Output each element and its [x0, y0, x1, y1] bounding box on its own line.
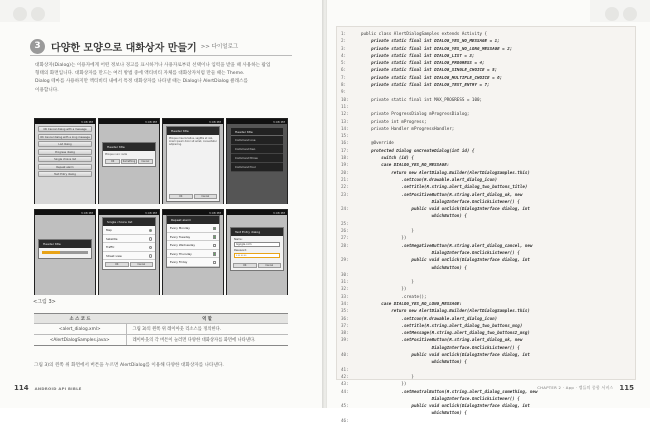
- code-text: whichButton) {: [361, 410, 467, 416]
- code-text: .setMessage(R.string.alert_dialog_two_buttons2_msg): [361, 330, 530, 336]
- code-text: return new AlertDialog.Builder(AlertDialogSamples.this): [361, 308, 530, 314]
- code-line: [341, 176, 537, 183]
- line-number: 11:: [341, 103, 349, 109]
- code-line: [341, 242, 537, 249]
- dialog-title: Header title: [39, 240, 91, 248]
- intro-line: Dialog 테마를 사용하지만 액티비티 내에서 특정 대화상자를 나타낼 때는 Dialog나 AlertDialog 클래스를: [35, 79, 248, 85]
- line-number: 41:: [341, 366, 349, 372]
- password-label: Password:: [234, 249, 247, 252]
- code-text: private static final int DIALOG_YES_NO_MESSAGE = 1;: [361, 38, 500, 44]
- table-header: 소 스 코 드: [34, 314, 126, 324]
- code-line: [341, 212, 537, 219]
- line-number: 26:: [341, 228, 349, 234]
- left-footer: [14, 384, 82, 392]
- status-time: 3:08 PM: [272, 210, 285, 215]
- list-item: Every Friday: [170, 260, 188, 264]
- code-text: private Handler mProgressHandler;: [361, 125, 455, 131]
- phone-screenshot-multi-choice: [162, 209, 224, 295]
- code-line: [341, 52, 537, 59]
- dialog-button: Cancel: [258, 263, 282, 268]
- dialog-button: OK: [105, 159, 120, 164]
- code-text: whichButton) {: [361, 264, 467, 270]
- line-number: 24:: [341, 206, 349, 212]
- table-cell: 그림 3)의 왼쪽 위 레이아웃 리소스를 정의한다.: [126, 324, 288, 335]
- checkbox-icon: [213, 252, 217, 256]
- status-time: 3:08 PM: [80, 210, 93, 215]
- code-line: [341, 366, 537, 373]
- line-number: 7:: [341, 74, 347, 80]
- list-item: Every Monday: [170, 226, 190, 230]
- line-number: 19:: [341, 162, 349, 168]
- status-time: 3:08 PM: [272, 119, 285, 124]
- code-line: [341, 183, 537, 190]
- code-text: }): [361, 235, 407, 241]
- code-line: [341, 169, 537, 176]
- intro-line: 대화상자(Dialog)는 이용자에게 어떤 정보나 경고를 표시하거나 사용자로부터 선택이나 입력을 받을 때 사용하는 팝업: [35, 63, 271, 68]
- table-cell: 레이아웃의 각 버튼이 눌러면 다양한 대화상자를 화면에 나타낸다.: [126, 335, 288, 346]
- list-item: Command two: [231, 145, 283, 154]
- line-number: 33:: [341, 293, 349, 299]
- code-line: [341, 293, 537, 300]
- code-line: [341, 271, 537, 278]
- code-line: [341, 409, 537, 416]
- section-divider: [30, 55, 292, 56]
- code-line: [341, 344, 537, 351]
- status-time: 3:08 PM: [144, 210, 157, 215]
- line-number: 37:: [341, 322, 349, 328]
- dialog-title: Header title: [103, 143, 155, 151]
- code-line: [341, 417, 537, 424]
- dialog-button: Something: [122, 160, 136, 164]
- code-text: .setPositiveButton(R.string.alert_dialog_ok, new: [361, 337, 523, 343]
- code-line: [341, 315, 537, 322]
- code-text: DialogInterface.OnClickListener() {: [361, 395, 520, 401]
- line-number: 15:: [341, 133, 349, 139]
- dialog-button: OK: [233, 263, 257, 268]
- code-line: [341, 300, 537, 307]
- right-page: [327, 0, 650, 423]
- radio-icon: [149, 237, 153, 241]
- code-line: [341, 205, 537, 212]
- intro-paragraph: [35, 62, 295, 95]
- code-text: DialogInterface.OnClickListener() {: [361, 198, 520, 204]
- code-line: [341, 66, 537, 73]
- line-number: 35:: [341, 308, 349, 314]
- code-text: }: [361, 373, 414, 379]
- code-line: [341, 139, 537, 146]
- code-line: [341, 59, 537, 66]
- phone-screenshot-ok-cancel: [98, 118, 160, 204]
- list-item: Map: [106, 228, 112, 232]
- list-item: List dialog: [38, 141, 92, 147]
- code-text: whichButton) {: [361, 213, 467, 219]
- code-line: [341, 30, 537, 37]
- line-number: 36:: [341, 315, 349, 321]
- line-number: 18:: [341, 155, 349, 161]
- password-field: •••••••: [234, 253, 280, 258]
- code-line: [341, 45, 537, 52]
- code-text: .setNegativeButton(R.string.alert_dialog_cancel, new: [361, 242, 533, 248]
- code-line: [341, 256, 537, 263]
- list-item: Command three: [231, 154, 283, 163]
- phone-screenshot-long-message: [162, 118, 224, 204]
- table-cell: <AlertDialogSamples.java>: [34, 335, 126, 346]
- android-corner-icon: [0, 0, 60, 22]
- list-item: Traffic: [106, 245, 115, 249]
- list-item: Progress dialog: [38, 149, 92, 155]
- line-number: 4:: [341, 52, 347, 58]
- line-number: 21:: [341, 176, 349, 182]
- code-line: [341, 358, 537, 365]
- code-line: [341, 118, 537, 125]
- code-text: }: [361, 279, 414, 285]
- figure-screenshots: [34, 118, 288, 296]
- code-line: [341, 96, 537, 103]
- code-line: [341, 191, 537, 198]
- code-line: [341, 402, 537, 409]
- alert-dialog: [102, 142, 156, 167]
- code-text: protected Dialog onCreateDialog(int id) {: [361, 147, 475, 153]
- code-line: [341, 395, 537, 402]
- line-number: 16:: [341, 140, 349, 146]
- line-number: 42:: [341, 373, 349, 379]
- phone-screenshot-text-entry: [226, 209, 288, 295]
- source-table: [34, 313, 288, 346]
- code-text: public void onClick(DialogInterface dialog, int: [361, 257, 530, 263]
- progress-dialog: [38, 239, 92, 259]
- line-number: 46:: [341, 417, 349, 423]
- code-line: [341, 161, 537, 168]
- intro-line: 이용합니다.: [35, 87, 59, 93]
- line-number: 31:: [341, 279, 349, 285]
- code-line: [341, 278, 537, 285]
- right-footer: [537, 384, 634, 392]
- line-number: 45:: [341, 403, 349, 409]
- line-number: 9:: [341, 89, 347, 95]
- code-line: [341, 264, 537, 271]
- table-header: 역 할: [126, 314, 288, 324]
- code-text: .setIcon(R.drawable.alert_dialog_icon): [361, 315, 498, 321]
- code-line: [341, 336, 537, 343]
- code-text: .setNeutralButton(R.string.alert_dialog_something, new: [361, 388, 538, 394]
- line-number: 32:: [341, 286, 349, 292]
- multi-choice-dialog: [166, 215, 220, 268]
- line-number: 20:: [341, 169, 349, 175]
- dialog-button: OK: [169, 194, 193, 199]
- single-choice-dialog: [102, 217, 156, 270]
- code-line: [341, 234, 537, 241]
- line-number: 1:: [341, 31, 347, 36]
- code-text: }: [361, 228, 414, 234]
- code-line: [341, 322, 537, 329]
- list-item: Satellite: [106, 236, 118, 241]
- code-line: [341, 380, 537, 387]
- code-text: case DIALOG_YES_NO_MESSAGE:: [361, 162, 450, 168]
- line-number: 10:: [341, 96, 349, 102]
- code-text: case DIALOG_YES_NO_LONG_MESSAGE:: [361, 300, 462, 306]
- figure-caption: <그림 3>: [33, 299, 56, 305]
- dialog-body: Plloque nunc nulla: [105, 153, 127, 156]
- dialog-title: Repeat alarm: [167, 216, 219, 224]
- line-number: 17:: [341, 147, 349, 153]
- text-entry-dialog: [230, 227, 284, 271]
- left-page: [0, 0, 323, 408]
- code-text: private static final int DIALOG_SINGLE_CHOICE = 5;: [361, 67, 498, 73]
- list-item: OK Cancel dialog with a long message: [38, 134, 92, 140]
- line-number: 29:: [341, 257, 349, 263]
- line-number: 34:: [341, 300, 349, 306]
- line-number: 22:: [341, 184, 349, 190]
- status-time: 3:08 PM: [208, 119, 221, 124]
- line-number: 38:: [341, 330, 349, 336]
- code-text: whichButton) {: [361, 359, 467, 365]
- list-item: Single choice list: [38, 156, 92, 162]
- dialog-button-list: [35, 124, 95, 181]
- code-text: public void onClick(DialogInterface dialog, int: [361, 403, 530, 409]
- code-text: }): [361, 286, 407, 292]
- code-text: public void onClick(DialogInterface dialog, int: [361, 352, 530, 358]
- radio-icon: [149, 229, 153, 233]
- dialog-button: Cancel: [138, 159, 153, 164]
- section-number: 3: [30, 39, 45, 54]
- line-number: 25:: [341, 220, 349, 226]
- list-dialog: [230, 127, 284, 173]
- name-label: Name:: [234, 238, 243, 241]
- code-line: [341, 388, 537, 395]
- code-text: .setIcon(R.drawable.alert_dialog_icon): [361, 176, 498, 182]
- dialog-title: Single choice list: [103, 218, 155, 226]
- code-line: [341, 125, 537, 132]
- code-text: switch (id) {: [361, 155, 414, 161]
- dialog-body: Plloque mauris tellus, sagittis et nisl, lorem ipsum dolor sit amet, consectetur adipiscing.: [169, 137, 217, 147]
- code-text: }): [361, 381, 407, 387]
- table-cell: <alert_dialog.xml>: [34, 324, 126, 335]
- code-line: [341, 198, 537, 205]
- list-item: Every Thursday: [170, 251, 192, 256]
- code-text: return new AlertDialog.Builder(AlertDialogSamples.this): [361, 169, 530, 175]
- code-line: [341, 88, 537, 95]
- code-text: public class AlertDialogSamples extends Activity {: [361, 31, 488, 36]
- code-text: private static final int DIALOG_YES_NO_LONG_MESSAGE = 2;: [361, 45, 513, 51]
- code-line: [341, 147, 537, 154]
- dialog-title: Text Entry dialog: [231, 228, 283, 236]
- alert-dialog: [166, 126, 220, 202]
- code-text: private ProgressDialog mProgressDialog;: [361, 111, 470, 117]
- name-field: Ggogle.com: [234, 242, 280, 247]
- list-item: Text Entry dialog: [38, 171, 92, 177]
- line-number: 40:: [341, 352, 349, 358]
- list-item: Command one: [231, 136, 283, 145]
- dialog-button: Cancel: [194, 194, 218, 199]
- code-line: [341, 154, 537, 161]
- line-number: 6:: [341, 67, 347, 73]
- page-number: 114: [14, 384, 29, 392]
- line-number: 28:: [341, 242, 349, 248]
- footer-text: CHAPTER 2 · App · 앱들의 종합 서비스: [537, 385, 614, 390]
- list-item: Repeat alarm: [38, 164, 92, 170]
- dialog-title: Header title: [231, 128, 283, 136]
- table-row: [34, 324, 288, 335]
- code-text: private static final int DIALOG_MULTIPLE_CHOICE = 6;: [361, 74, 503, 80]
- phone-screenshot-list: [226, 118, 288, 204]
- figure-note: 그림 3)의 왼쪽 위 화면에서 버튼을 누르면 AlertDialog를 이용해 다양한 대화상자를 나타낸다.: [34, 363, 224, 368]
- line-number: 14:: [341, 125, 349, 131]
- dialog-button: Cancel: [130, 262, 154, 267]
- checkbox-icon: [213, 227, 217, 231]
- page-number: 115: [619, 384, 634, 392]
- status-time: 3:08 PM: [80, 119, 93, 124]
- section-subtitle: >> 다이얼로그: [200, 44, 239, 50]
- code-lines: [341, 30, 537, 424]
- phone-screenshot-progress: [34, 209, 96, 295]
- code-text: .setTitle(R.string.alert_dialog_two_buttons_title): [361, 184, 528, 190]
- dialog-button: OK: [105, 262, 129, 267]
- checkbox-icon: [213, 235, 217, 239]
- section-title: 다양한 모양으로 대화상자 만들기: [51, 42, 197, 54]
- code-text: private int mProgress;: [361, 118, 427, 124]
- code-text: .create();: [361, 293, 427, 299]
- list-item: Command four: [231, 163, 283, 172]
- phone-screenshot-buttons: [34, 118, 96, 204]
- line-number: 5:: [341, 60, 347, 66]
- code-text: DialogInterface.OnClickListener() {: [361, 344, 520, 350]
- code-line: [341, 103, 537, 110]
- line-number: 13:: [341, 118, 349, 124]
- phone-screenshot-single-choice: [98, 209, 160, 295]
- android-corner-icon: [590, 0, 650, 22]
- line-number: 43:: [341, 381, 349, 387]
- code-text: .setTitle(R.string.alert_dialog_two_buttons_msg): [361, 322, 523, 328]
- line-number: 39:: [341, 337, 349, 343]
- list-item: OK Cancel dialog with a message: [38, 126, 92, 132]
- intro-line: 형태의 화면입니다. 대화상자를 만드는 여러 방법 중에 액티비티 자체를 대화상자처럼 만들 때는 Theme.: [35, 71, 245, 77]
- code-text: private static final int MAX_PROGRESS = 100;: [361, 96, 483, 102]
- line-number: 44:: [341, 388, 349, 394]
- radio-icon: [149, 246, 153, 250]
- code-text: public void onClick(DialogInterface dialog, int: [361, 206, 530, 212]
- code-text: @Override: [361, 140, 394, 146]
- line-number: 2:: [341, 38, 347, 44]
- list-item: Every Tuesday: [170, 234, 191, 239]
- list-item: Street view: [106, 253, 122, 258]
- code-line: [341, 249, 537, 256]
- status-time: 3:08 PM: [208, 210, 221, 215]
- line-number: 12:: [341, 111, 349, 117]
- code-line: [341, 74, 537, 81]
- checkbox-icon: [213, 261, 217, 265]
- dialog-title: Header title: [167, 127, 219, 135]
- code-line: [341, 110, 537, 117]
- line-number: 27:: [341, 235, 349, 241]
- code-line: [341, 37, 537, 44]
- footer-text: ANDROID API BIBLE: [34, 385, 82, 391]
- section-header: [30, 38, 238, 54]
- code-line: [341, 220, 537, 227]
- line-number: 30:: [341, 271, 349, 277]
- code-text: private static final int DIALOG_LIST = 3;: [361, 52, 475, 58]
- code-line: [341, 81, 537, 88]
- code-line: [341, 351, 537, 358]
- table-row: [34, 335, 288, 346]
- code-line: [341, 307, 537, 314]
- code-line: [341, 227, 537, 234]
- code-text: private static final int DIALOG_TEXT_ENTRY = 7;: [361, 82, 490, 88]
- code-line: [341, 132, 537, 139]
- status-time: 3:08 PM: [144, 119, 157, 124]
- code-line: [341, 329, 537, 336]
- code-text: private static final int DIALOG_PROGRESS = 4;: [361, 60, 485, 66]
- code-line: [341, 373, 537, 380]
- checkbox-icon: [213, 244, 217, 248]
- code-text: .setPositiveButton(R.string.alert_dialog_ok, new: [361, 191, 523, 197]
- line-number: 23:: [341, 191, 349, 197]
- line-number: 3:: [341, 45, 347, 51]
- line-number: 8:: [341, 82, 347, 88]
- code-text: DialogInterface.OnClickListener() {: [361, 249, 520, 255]
- radio-icon: [149, 254, 153, 258]
- list-item: Every Wednesday: [170, 243, 196, 247]
- code-line: [341, 285, 537, 292]
